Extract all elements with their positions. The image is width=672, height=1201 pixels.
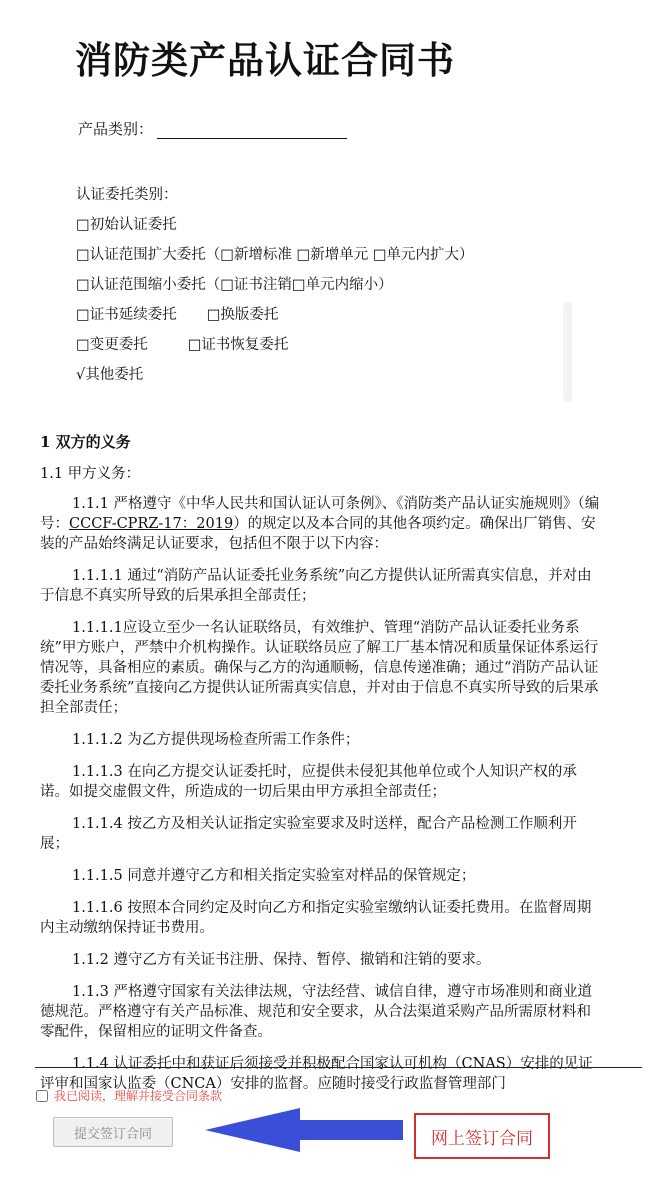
contract-paragraph: 1.1.1.2 为乙方提供现场检查所需工作条件； — [72, 732, 360, 748]
product-category-blank — [157, 122, 347, 139]
product-category-label: 产品类别： — [78, 120, 154, 138]
contract-paragraph: 1.1.1.1 通过“消防产品认证委托业务系统”向乙方提供认证所需真实信息，并对由于信息不真实所导致的后果承担全部责任； — [40, 568, 592, 604]
callout-label: 网上签订合同 — [414, 1113, 550, 1159]
option-row-change — [76, 330, 474, 360]
option-initial: □初始认证委托 — [76, 217, 177, 233]
option-certificate-restore: □证书恢复委托 — [187, 337, 289, 353]
product-category-line — [78, 118, 347, 139]
arrow-left-icon — [205, 1105, 405, 1155]
contract-paragraph: 1.1.1.4 按乙方及相关认证指定实验室要求及时送样，配合产品检测工作顺利开展； — [40, 816, 577, 852]
scrollbar[interactable] — [563, 302, 572, 402]
submit-contract-button[interactable]: 提交签订合同 — [53, 1117, 173, 1147]
section-title: 1 双方的义务 — [40, 433, 131, 451]
contract-paragraph: 1.1.2 遵守乙方有关证书注册、保持、暂停、撤销和注销的要求。 — [72, 952, 491, 968]
contract-paragraph: 1.1.1.3 在向乙方提交认证委托时，应提供未侵犯其他单位或个人知识产权的承诺。如提交虚假文件，所造成的一切后果由甲方承担全部责任； — [40, 764, 577, 800]
option-scope-expand: □认证范围扩大委托（□新增标准 □新增单元 □单元内扩大） — [76, 247, 474, 263]
contract-paragraph: 1.1.1.6 按照本合同约定及时向乙方和指定实验室缴纳认证委托费用。在监督周期内主动缴纳保持证书费用。 — [40, 900, 592, 936]
option-other: √其他委托 — [76, 367, 144, 383]
agree-checkbox[interactable] — [36, 1090, 48, 1102]
option-change: □变更委托 — [76, 337, 148, 353]
divider — [35, 1067, 642, 1068]
subsection-title: 1.1 甲方义务： — [40, 466, 141, 482]
regulation-code: CCCF-CPRZ-17：2019 — [69, 516, 234, 532]
contract-paragraph: 1.1.1.5 同意并遵守乙方和相关指定实验室对样品的保管规定； — [72, 868, 476, 884]
agree-label: 我已阅读，理解并接受合同条款 — [54, 1089, 223, 1103]
contract-paragraph — [40, 494, 600, 554]
contract-paragraph: 1.1.3 严格遵守国家有关法律法规，守法经营、诚信自律，遵守市场准则和商业道德规范。严格遵守有关产品标准、规范和安全要求，从合法渠道采购产品所需原材料和零配件，保留相应的证明文件备查。 — [40, 984, 593, 1040]
contract-paragraph: 1.1.1.1应设立至少一名认证联络员，有效维护、管理“消防产品认证委托业务系统”甲方账户，严禁中介机构操作。认证联络员应了解工厂基本情况和质量保证体系运行情况等，具备相应的素质。确保与乙方的沟通顺畅，信息传递准确；通过“消防产品认证委托业务系统”直接向乙方提供认证所需真实信息，并对由于信息不真实所导致的后果承担全部责任； — [40, 620, 599, 716]
option-row-renewal — [76, 300, 474, 330]
option-certificate-renewal: □证书延续委托 — [76, 307, 177, 323]
option-scope-reduce: □认证范围缩小委托（□证书注销□单元内缩小） — [76, 277, 393, 293]
delegation-options — [76, 180, 474, 390]
paragraph-text: ）的规定以及本合同的其他各项约定。确保出厂销售、安装的产品始终满足认证要求，包括但不限于以下内容： — [40, 516, 596, 552]
delegation-heading: 认证委托类别： — [76, 187, 178, 203]
paragraph-text: 1.1.1 严格遵守《中华人民共和国认证认可条例》、《消防类产品认证实施规则》（编号： — [40, 496, 600, 532]
option-version-change: □换版委托 — [206, 307, 279, 323]
contract-paragraph: 1.1.4 认证委托中和获证后须接受并积极配合国家认可机构（CNAS）安排的见证评审和国家认监委（CNCA）安排的监督。应随时接受行政监督管理部门 — [40, 1056, 593, 1092]
contract-text[interactable] — [40, 428, 600, 1092]
document-title: 消防类产品认证合同书 — [75, 39, 455, 82]
agree-terms[interactable] — [36, 1087, 222, 1104]
